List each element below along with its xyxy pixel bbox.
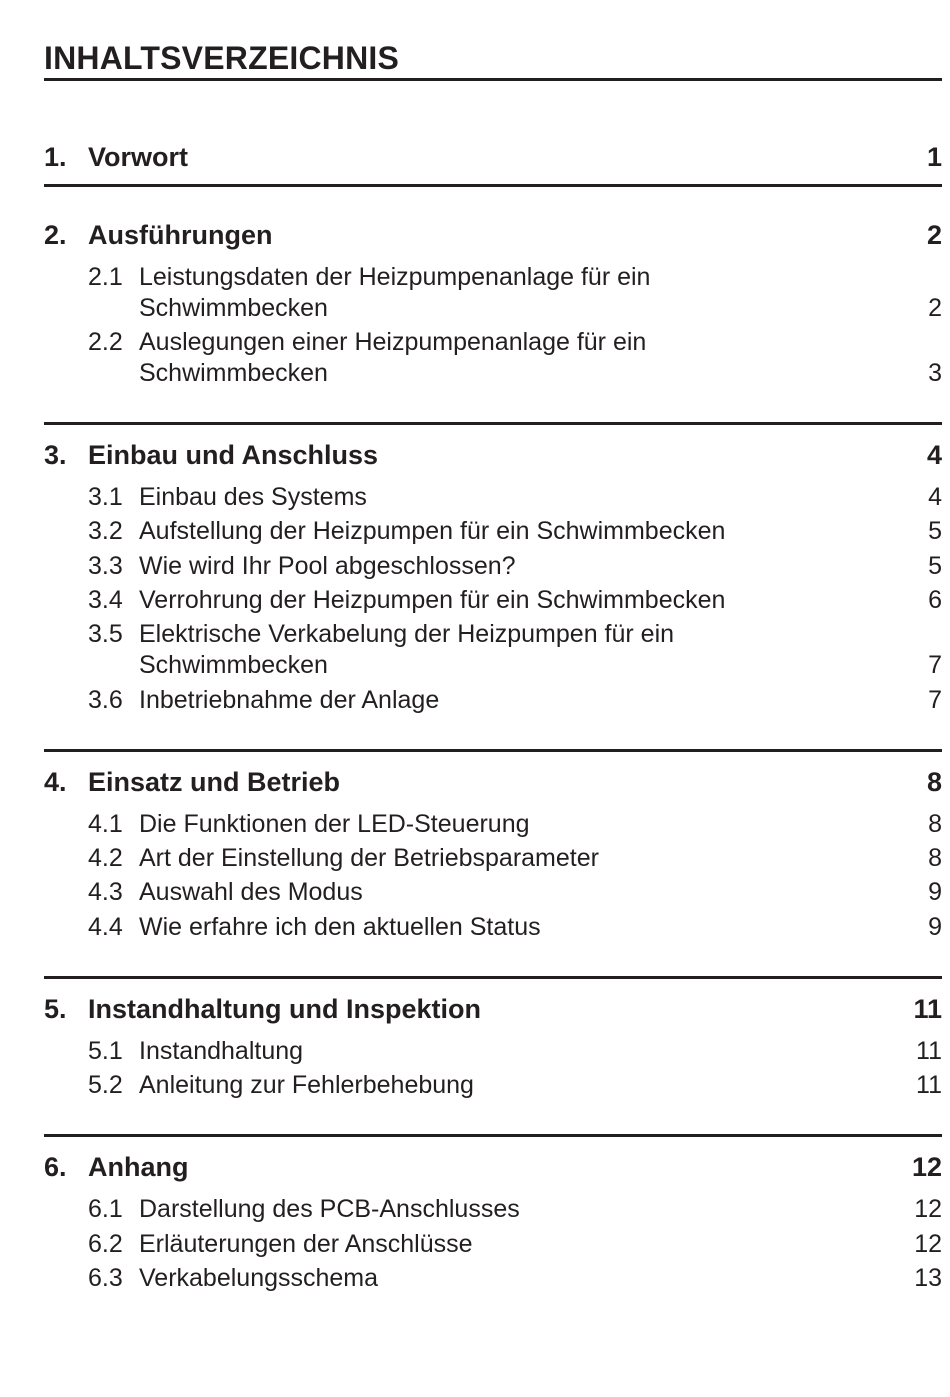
section-rule [44,749,942,752]
entry-number: 6.1 [88,1195,123,1223]
entry-title: Art der Einstellung der Betriebsparameter [139,844,599,872]
section-title: Ausführungen [88,220,273,250]
entry-title: Anleitung zur Fehlerbehebung [139,1071,474,1099]
entry-title: Instandhaltung [139,1037,304,1065]
section-number: 1. [44,142,67,172]
section-rule [44,1134,942,1137]
entry-title: Leistungsdaten der Heizpumpenanlage für ein [139,263,651,291]
page-title: INHALTSVERZEICHNIS [44,40,400,76]
entry-number: 4.3 [88,878,123,906]
section-title: Einbau und Anschluss [88,440,379,470]
section-title: Vorwort [88,142,188,172]
section-number: 3. [44,440,67,470]
section-page: 2 [926,220,942,250]
entry-title: Darstellung des PCB-Anschlusses [139,1195,520,1223]
entry-page: 13 [914,1264,942,1292]
entry-title: Verrohrung der Heizpumpen für ein Schwimmbecken [139,586,726,614]
entry-page: 5 [928,517,942,545]
entry-page: 11 [916,1037,942,1065]
entry-title: Inbetriebnahme der Anlage [139,686,440,714]
entry-title-continued: Schwimmbecken [139,294,328,322]
section-rule [44,422,942,425]
entry-number: 4.4 [88,913,123,941]
entry-page: 8 [928,844,942,872]
entry-page: 11 [916,1071,942,1099]
section-page: 12 [911,1152,942,1182]
section-rule [44,976,942,979]
entry-page: 9 [928,913,942,941]
entry-page: 8 [928,810,942,838]
entry-page: 12 [914,1230,942,1258]
entry-title: Verkabelungsschema [139,1264,379,1292]
entry-page: 5 [928,552,942,580]
entry-page: 12 [914,1195,942,1223]
entry-page: 2 [928,294,942,322]
entry-number: 3.3 [88,552,123,580]
entry-page: 4 [928,483,942,511]
entry-number: 3.1 [88,483,123,511]
entry-title: Elektrische Verkabelung der Heizpumpen für ein [139,620,675,648]
entry-title: Wie wird Ihr Pool abgeschlossen? [139,552,516,580]
section-number: 2. [44,220,67,250]
entry-title: Wie erfahre ich den aktuellen Status [139,913,541,941]
entry-number: 2.2 [88,328,123,356]
entry-title: Auslegungen einer Heizpumpenanlage für ein [139,328,647,356]
entry-number: 4.2 [88,844,123,872]
section-page: 11 [913,994,942,1024]
section-page: 1 [926,142,942,172]
entry-page: 7 [928,651,942,679]
entry-title: Aufstellung der Heizpumpen für ein Schwimmbecken [139,517,726,545]
entry-number: 6.3 [88,1264,123,1292]
entry-number: 6.2 [88,1230,123,1258]
entry-title: Die Funktionen der LED-Steuerung [139,810,530,838]
entry-title-continued: Schwimmbecken [139,651,328,679]
entry-number: 4.1 [88,810,123,838]
entry-number: 3.6 [88,686,123,714]
entry-title: Einbau des Systems [139,483,367,511]
entry-number: 3.2 [88,517,123,545]
entry-number: 3.5 [88,620,123,648]
entry-page: 6 [928,586,942,614]
section-title: Anhang [88,1152,189,1182]
entry-number: 5.1 [88,1037,123,1065]
title-rule [44,78,942,81]
entry-page: 3 [928,359,942,387]
entry-number: 5.2 [88,1071,123,1099]
entry-number: 2.1 [88,263,123,291]
section-number: 5. [44,994,67,1024]
section-title: Instandhaltung und Inspektion [88,994,481,1024]
entry-number: 3.4 [88,586,123,614]
entry-title: Erläuterungen der Anschlüsse [139,1230,473,1258]
section-number: 4. [44,767,67,797]
section-title: Einsatz und Betrieb [88,767,341,797]
section-page: 8 [926,767,942,797]
section-page: 4 [926,440,942,470]
entry-title: Auswahl des Modus [139,878,363,906]
section-number: 6. [44,1152,67,1182]
entry-page: 7 [928,686,942,714]
section-rule [44,184,942,187]
entry-title-continued: Schwimmbecken [139,359,328,387]
entry-page: 9 [928,878,942,906]
